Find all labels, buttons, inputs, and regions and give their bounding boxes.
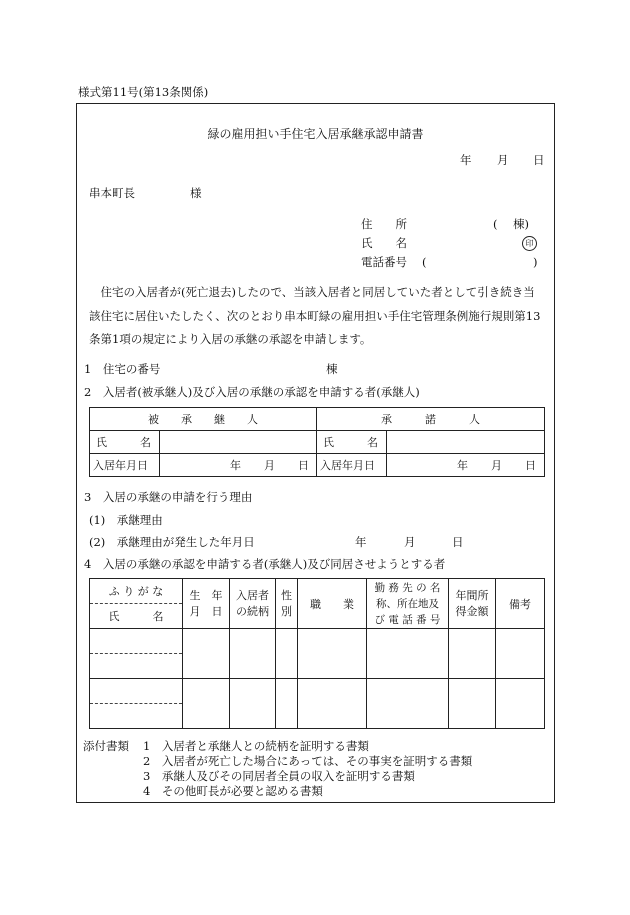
row2-birth-field[interactable] <box>183 679 230 729</box>
income-header-line2: 得金額 <box>455 604 489 618</box>
row1-income-field[interactable] <box>449 629 496 679</box>
row1-birth-field[interactable] <box>183 629 230 679</box>
row1-workplace-field[interactable] <box>367 629 449 679</box>
attachment-text: 入居者が死亡した場合にあっては、その事実を証明する書類 <box>161 754 473 768</box>
consenter-name-field[interactable] <box>387 431 545 454</box>
sex-header-line2: 別 <box>281 604 292 618</box>
row2-workplace-field[interactable] <box>367 679 449 729</box>
attachment-text: 承継人及びその同居者全員の収入を証明する書類 <box>161 769 415 783</box>
form-title: 緑の雇用担い手住宅入居承継承認申請書 <box>207 127 424 141</box>
succession-table <box>89 407 545 477</box>
seal-mark <box>522 236 537 251</box>
consenter-header: 承 諾 人 <box>317 408 545 431</box>
consenter-date-month: 月 <box>491 459 502 472</box>
income-header-line1: 年間所 <box>455 588 489 602</box>
section3-day: 日 <box>452 535 464 549</box>
birth-header-line2: 月 日 <box>189 604 223 618</box>
relation-header-line2: の続柄 <box>236 604 269 618</box>
predecessor-name-field[interactable] <box>160 431 317 454</box>
attachment-num: 3 <box>143 769 151 783</box>
body-text: 住宅の入居者が(死亡退去)したので、当該入居者と同居していた者として引き続き当該住宅に居住いたしたく、次のとおり串本町緑の雇用担い手住宅管理条例施行規則第13条第1項の規定により入居の承継の承認を申請します。 <box>89 285 541 346</box>
attachment-num: 4 <box>143 784 151 798</box>
row2-income-field[interactable] <box>449 679 496 729</box>
attachment-num: 1 <box>143 739 151 753</box>
applicant-phone-open: ( <box>422 255 427 269</box>
applicant-address-label: 住 所 <box>361 217 407 231</box>
workplace-header-line1: 勤 務 先 の 名 <box>374 581 441 594</box>
applicant-phone-label: 電話番号 <box>361 255 407 269</box>
row1-occupation-field[interactable] <box>298 629 367 679</box>
workplace-header <box>367 579 449 629</box>
section2-label: 2 入居者(被承継人)及び入居の承継の承認を申請する者(承継人) <box>84 385 420 399</box>
income-header <box>449 579 496 629</box>
attachment-text: その他町長が必要と認める書類 <box>161 784 323 798</box>
row1-remarks-field[interactable] <box>496 629 545 679</box>
applicant-phone-close: ) <box>533 255 538 269</box>
application-form <box>76 103 555 803</box>
row1-furigana-field[interactable] <box>90 629 183 654</box>
remarks-header: 備考 <box>496 579 545 629</box>
workplace-header-line3: び 電 話 番 号 <box>374 613 441 626</box>
sex-header <box>276 579 298 629</box>
section4-label: 4 入居の承継の承認を申請する者(承継人)及び同居させようとする者 <box>84 557 446 571</box>
row2-relation-field[interactable] <box>230 679 276 729</box>
row2-occupation-field[interactable] <box>298 679 367 729</box>
attachment-text: 入居者と承継人との続柄を証明する書類 <box>161 739 369 753</box>
birth-header <box>183 579 230 629</box>
row1-sex-field[interactable] <box>276 629 298 679</box>
furigana-header: ふ り が な <box>90 579 183 604</box>
row1-relation-field[interactable] <box>230 629 276 679</box>
birth-header-line1: 生 年 <box>189 588 223 602</box>
form-number: 様式第11号(第13条関係) <box>78 85 209 99</box>
section1-label: 1 住宅の番号 <box>84 362 161 376</box>
section3-month: 月 <box>404 535 416 549</box>
name-header: 氏 名 <box>90 604 183 629</box>
date-day: 日 <box>533 153 545 167</box>
seal-icon: 印 <box>522 236 537 251</box>
household-table <box>89 578 545 729</box>
consenter-date-day: 日 <box>525 459 536 472</box>
row1-name-field[interactable] <box>90 654 183 679</box>
predecessor-date-year: 年 <box>230 459 241 472</box>
consenter-date-year: 年 <box>457 459 468 472</box>
consenter-date-label: 入居年月日 <box>317 454 387 477</box>
consenter-date-field[interactable] <box>387 454 545 477</box>
row2-sex-field[interactable] <box>276 679 298 729</box>
section1-unit: 棟 <box>326 362 338 376</box>
occupation-header: 職 業 <box>298 579 367 629</box>
attachment-item <box>143 786 323 798</box>
row2-name-field[interactable] <box>90 704 183 729</box>
applicant-name-label: 氏 名 <box>361 236 407 250</box>
relation-header <box>230 579 276 629</box>
consenter-name-label: 氏 名 <box>317 431 387 454</box>
row2-furigana-field[interactable] <box>90 679 183 704</box>
sex-header-line1: 性 <box>281 588 292 602</box>
section3-item1: (1) 承継理由 <box>89 513 163 527</box>
relation-header-line1: 入居者 <box>236 588 269 602</box>
workplace-header-line2: 称、所在地及 <box>376 597 439 610</box>
section3-item2: (2) 承継理由が発生した年月日 <box>89 535 255 549</box>
predecessor-date-field[interactable] <box>160 454 317 477</box>
attachment-num: 2 <box>143 754 151 768</box>
addressee-honorific: 様 <box>190 186 202 200</box>
predecessor-date-month: 月 <box>264 459 275 472</box>
predecessor-date-day: 日 <box>298 459 309 472</box>
attachment-item <box>143 741 369 753</box>
applicant-building-label: 棟) <box>513 217 529 231</box>
section3-year: 年 <box>355 535 367 549</box>
predecessor-header: 被 承 継 人 <box>90 408 317 431</box>
predecessor-name-label: 氏 名 <box>90 431 160 454</box>
attachments-label: 添付書類 <box>83 739 129 753</box>
applicant-building-open: ( <box>493 217 498 231</box>
row2-remarks-field[interactable] <box>496 679 545 729</box>
date-year: 年 <box>460 153 472 167</box>
section3-label: 3 入居の承継の申請を行う理由 <box>84 490 253 504</box>
addressee-name: 串本町長 <box>89 186 135 200</box>
attachment-item <box>143 756 472 768</box>
attachment-item <box>143 771 415 783</box>
date-month: 月 <box>497 153 509 167</box>
predecessor-date-label: 入居年月日 <box>90 454 160 477</box>
